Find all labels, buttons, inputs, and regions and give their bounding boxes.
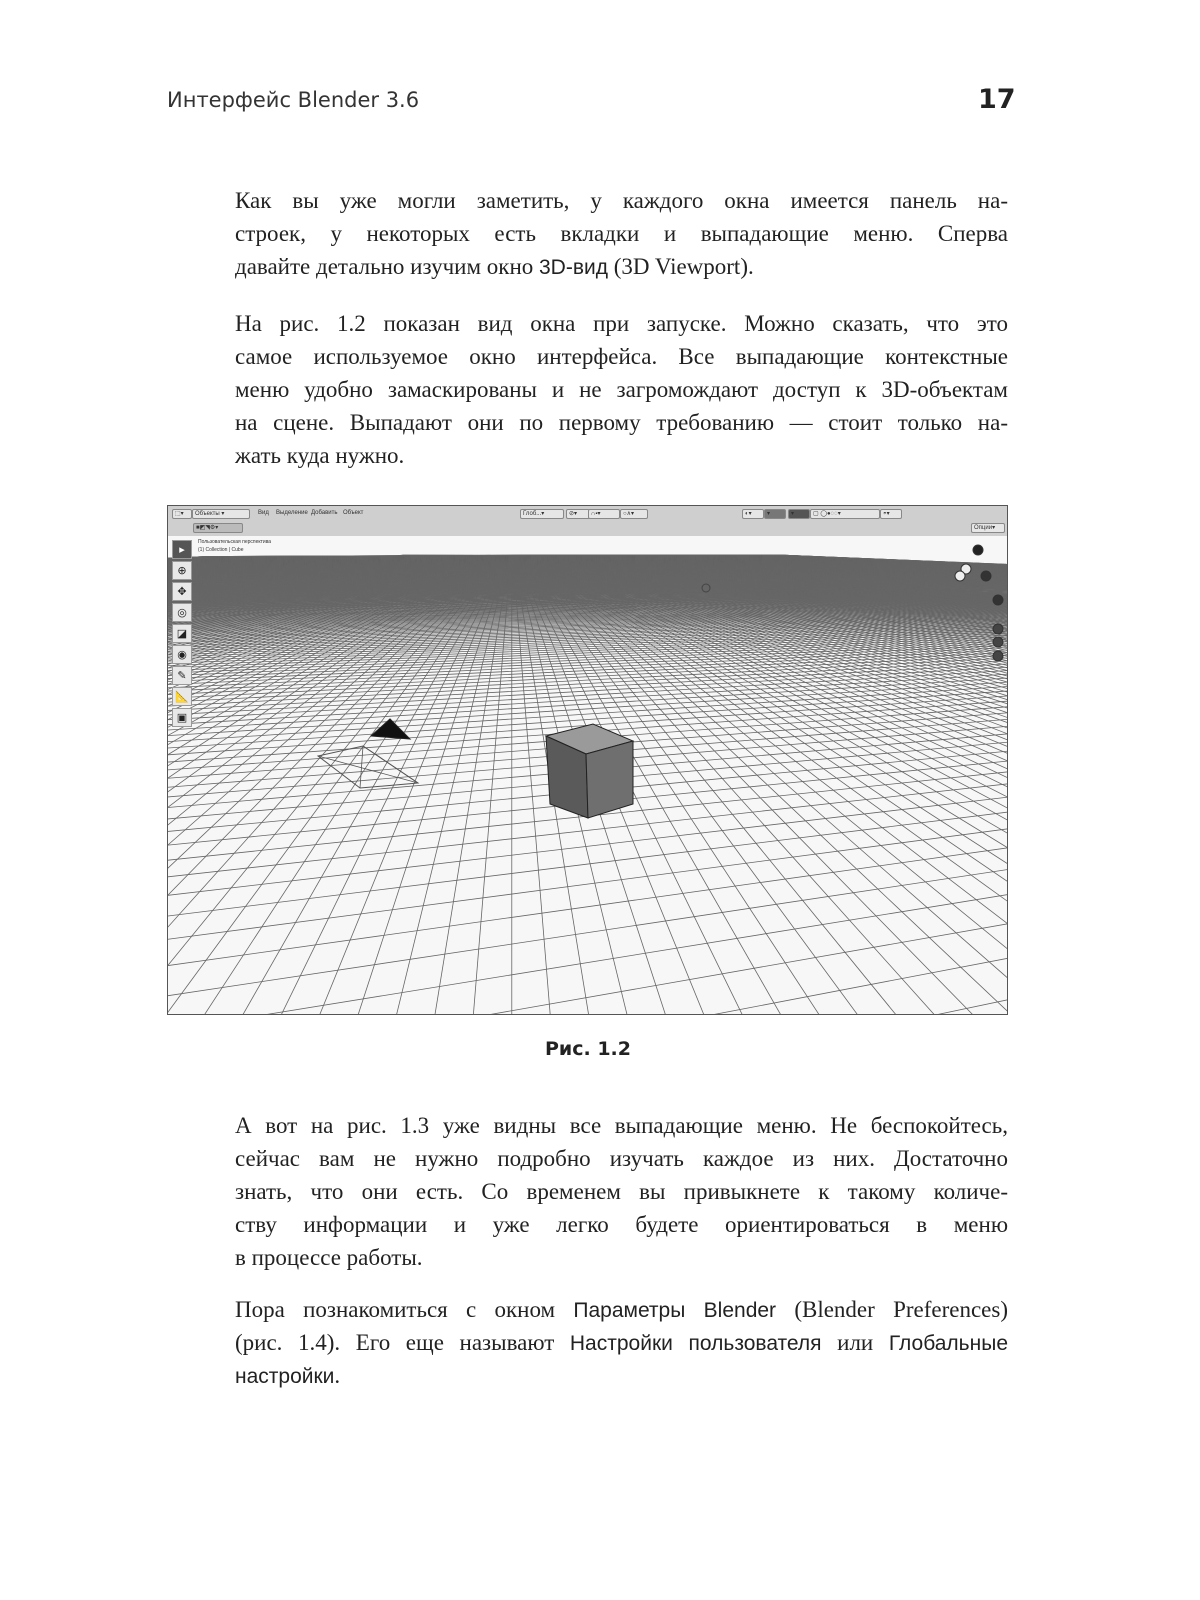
xray-button[interactable]: ◓▾ [880, 509, 902, 519]
text-segment: давайте детально изучим окно [235, 254, 539, 279]
text-segment: в процессе работы. [235, 1245, 423, 1270]
text-segment: ству информации и уже легко будете ориентироваться в меню [235, 1212, 1008, 1237]
text-segment: . [334, 1363, 341, 1388]
paragraph-3 [235, 1109, 1008, 1274]
text-segment: меню удобно замаскированы и не загромождают доступ к 3D-объектам [235, 377, 1008, 402]
ui-term: 3D-вид [539, 256, 608, 279]
gizmo-button[interactable]: ▾ [764, 509, 786, 519]
text-line [235, 250, 1008, 283]
viewport-nav-button-icon[interactable] [993, 637, 1003, 647]
menu-view[interactable]: Вид [258, 510, 269, 516]
viewport-grid[interactable] [168, 536, 1008, 1015]
text-segment: (Blender Preferences) [776, 1297, 1008, 1322]
options-button[interactable]: Опции▾ [971, 523, 1005, 533]
text-line [235, 1142, 1008, 1175]
editor-type-button[interactable]: ⬚▾ [172, 509, 192, 519]
annotate-tool-icon[interactable]: ✎ [172, 666, 192, 685]
paragraph-1 [235, 184, 1008, 283]
text-line [235, 1241, 1008, 1274]
overlay-button[interactable]: ▾ [788, 509, 810, 519]
ui-term: Параметры Blender [573, 1299, 777, 1322]
text-line [235, 406, 1008, 439]
transform-orientation-select[interactable]: Глоб...▾ [520, 509, 564, 519]
text-line [235, 439, 1008, 472]
text-segment: или [821, 1330, 889, 1355]
scale-tool-icon[interactable]: ◪ [172, 624, 192, 643]
text-segment: (3D Viewport). [607, 254, 754, 279]
text-segment: А вот на рис. 1.3 уже видны все выпадающие меню. Не беспокойтесь, [235, 1113, 1008, 1138]
figure-blender-3d-viewport [167, 505, 1008, 1015]
ui-term: Глобальные [888, 1332, 1008, 1355]
navigation-gizmo-axis-icon[interactable] [973, 545, 983, 555]
running-title: Интерфейс Blender 3.6 [167, 88, 420, 112]
text-line [235, 307, 1008, 340]
add-cube-tool-icon[interactable]: ▣ [172, 708, 192, 727]
viewport-info [198, 538, 271, 554]
figure-caption: Рис. 1.2 [545, 1038, 631, 1060]
options-label: Опции [974, 525, 993, 531]
text-line [235, 184, 1008, 217]
navigation-gizmo-axis-icon[interactable] [993, 595, 1003, 605]
orientation-label: Глоб... [523, 511, 542, 517]
select-tool-icon[interactable]: ▸ [172, 540, 192, 559]
text-line [235, 373, 1008, 406]
text-segment: сейчас вам не нужно подробно изучать каждое из них. Достаточно [235, 1146, 1008, 1171]
text-segment: На рис. 1.2 показан вид окна при запуске. Можно сказать, что это [235, 311, 1008, 336]
transform-tool-icon[interactable]: ◉ [172, 645, 192, 664]
text-segment: на сцене. Выпадают они по первому требованию — стоит только на- [235, 410, 1008, 435]
text-segment: Как вы уже могли заметить, у каждого окна имеется панель на- [235, 188, 1008, 213]
cube-right-face[interactable] [586, 741, 633, 818]
menu-object[interactable]: Объект [343, 510, 364, 516]
text-line [235, 1359, 1008, 1392]
mode-select[interactable]: Объекты ▾ [192, 509, 250, 519]
navigation-gizmo-axis-icon[interactable] [955, 571, 965, 581]
select-mode-buttons[interactable]: ■◩◥⚙▾ [193, 523, 243, 533]
text-line [235, 217, 1008, 250]
measure-tool-icon[interactable]: 📐 [172, 687, 192, 706]
snap-button[interactable]: ∩▪▾ [588, 509, 620, 519]
text-segment: (рис. 1.4). Его еще называют [235, 1330, 570, 1355]
rotate-tool-icon[interactable]: ◎ [172, 603, 192, 622]
text-segment: Пора познакомиться с окном [235, 1297, 574, 1322]
text-line [235, 1175, 1008, 1208]
view-name: Пользовательская перспектива [198, 539, 272, 545]
ui-term: настройки [235, 1365, 335, 1388]
menu-add[interactable]: Добавить [311, 510, 338, 516]
page-number: 17 [978, 84, 1016, 115]
text-line [235, 340, 1008, 373]
text-line [235, 1208, 1008, 1241]
move-tool-icon[interactable]: ✥ [172, 582, 192, 601]
mode-label: Объекты [195, 511, 220, 517]
visibility-button[interactable]: ◐▾ [742, 509, 764, 519]
menu-select[interactable]: Выделение [276, 510, 308, 516]
text-segment: знать, что они есть. Со временем вы привыкнете к такому количе- [235, 1179, 1008, 1204]
text-line [235, 1326, 1008, 1359]
text-segment: жать куда нужно. [235, 443, 405, 468]
cursor-tool-icon[interactable]: ⊕ [172, 561, 192, 580]
viewport-header [168, 506, 1007, 537]
text-segment: строек, у некоторых есть вкладки и выпадающие меню. Сперва [235, 221, 1008, 246]
shading-buttons[interactable]: ▢ ◯●◌◌▾ [810, 509, 880, 519]
text-line [235, 1109, 1008, 1142]
ui-term: Настройки пользователя [569, 1332, 822, 1355]
pivot-button[interactable]: ⊘▾ [566, 509, 590, 519]
viewport-nav-button-icon[interactable] [993, 651, 1003, 661]
viewport-nav-button-icon[interactable] [993, 624, 1003, 634]
toolbar [172, 540, 192, 729]
navigation-gizmo-axis-icon[interactable] [981, 571, 991, 581]
text-segment: самое используемое окно интерфейса. Все выпадающие контекстные [235, 344, 1008, 369]
text-line [235, 1293, 1008, 1326]
paragraph-4 [235, 1293, 1008, 1392]
collection-label: (1) Collection | Cube [198, 547, 244, 553]
proportional-edit-button[interactable]: ○∧▾ [620, 509, 648, 519]
paragraph-2 [235, 307, 1008, 472]
